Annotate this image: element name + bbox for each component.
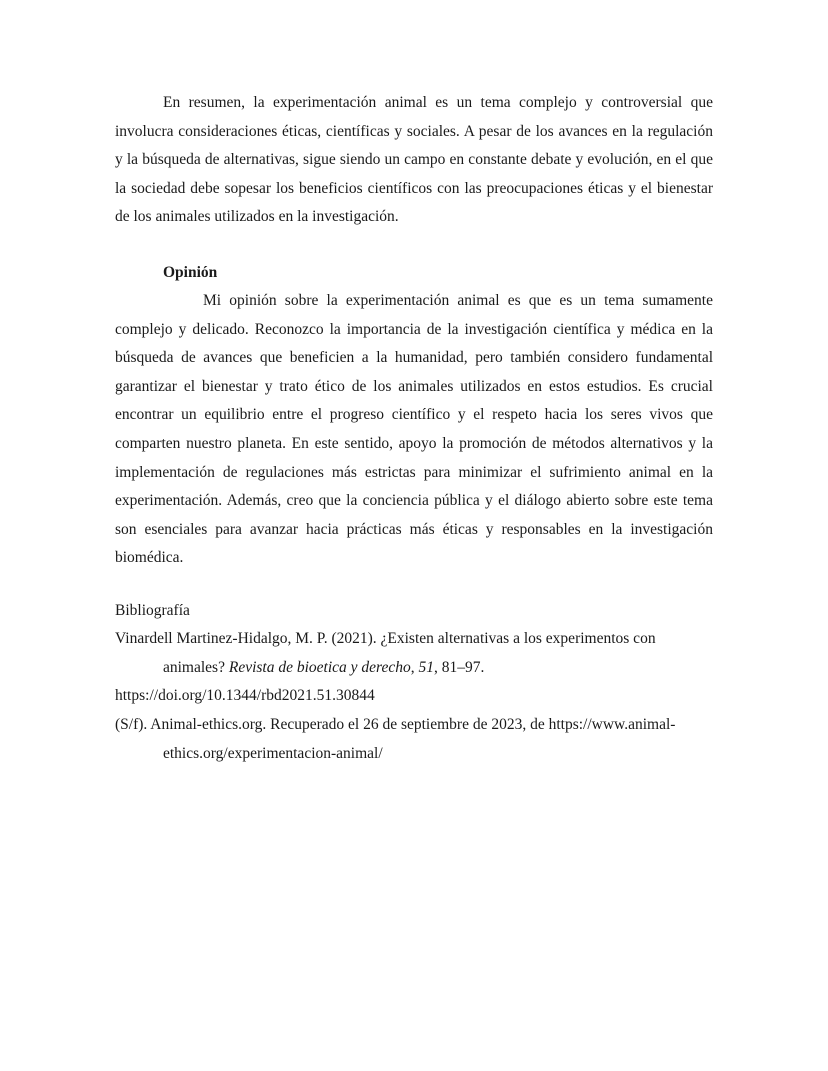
- reference-1-volume: 51: [418, 658, 435, 676]
- reference-1-separator: ,: [410, 658, 419, 676]
- bibliography-heading: Bibliografía: [115, 602, 190, 619]
- reference-1-authors-title: Vinardell Martinez-Hidalgo, M. P. (2021). ¿Existen alternativas a los experimentos con animales?: [115, 630, 656, 676]
- reference-entry-1: [115, 625, 695, 711]
- opinion-heading: Opinión: [163, 264, 218, 281]
- opinion-paragraph: Mi opinión sobre la experimentación animal es que es un tema sumamente complejo y delicado. Reconozco la importancia de la investigación científica y médica en la búsqueda de avances que beneficien a la humanidad, pero también considero fundamental garantizar el bienestar y trato ético de los animales utilizados en estos estudios. Es crucial encontrar un equilibrio entre el progreso científico y el respeto hacia los seres vivos que comparten nuestro planeta. En este sentido, apoyo la promoción de métodos alternativos y la implementación de regulaciones más estrictas para minimizar el sufrimiento animal en la experimentación. Además, creo que la conciencia pública y el diálogo abierto sobre este tema son esenciales para avanzar hacia prácticas más éticas y responsables en la investigación biomédica.: [115, 292, 713, 567]
- reference-1-pages: , 81–97.: [434, 658, 485, 676]
- reference-entry-2: (S/f). Animal-ethics.org. Recuperado el 26 de septiembre de 2023, de https://www.animal-ethics.org/experimentacion-animal/: [115, 716, 676, 762]
- reference-1-doi[interactable]: https://doi.org/10.1344/rbd2021.51.30844: [115, 687, 375, 705]
- summary-paragraph: En resumen, la experimentación animal es un tema complejo y controversial que involucra consideraciones éticas, científicas y sociales. A pesar de los avances en la regulación y la búsqueda de alternativas, sigue siendo un campo en constante debate y evolución, en el que la sociedad debe sopesar los beneficios científicos con las preocupaciones éticas y el bienestar de los animales utilizados en la investigación.: [115, 94, 713, 226]
- reference-1-journal: Revista de bioetica y derecho: [228, 658, 411, 676]
